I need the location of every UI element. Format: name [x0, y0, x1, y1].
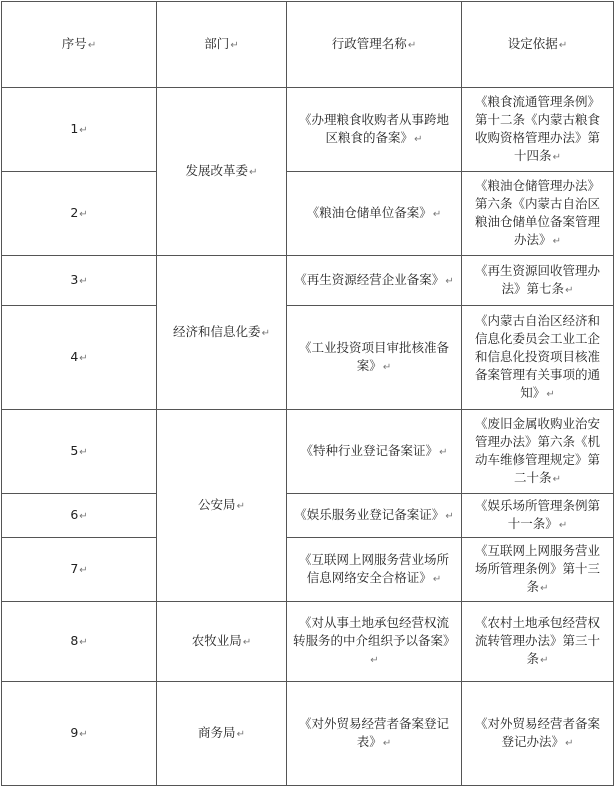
header-cell-name: 行政管理名称↵ [287, 2, 462, 88]
admin-name-cell: 《对外贸易经营者备案登记表》↵ [287, 682, 462, 786]
department-cell: 公安局↵ [157, 410, 287, 602]
header-cell-basis: 设定依据↵ [462, 2, 614, 88]
table-row [2, 682, 614, 786]
table-row [2, 172, 614, 256]
table-row [2, 306, 614, 410]
legal-basis-cell: 《再生资源回收管理办法》第七条↵ [462, 256, 614, 306]
table-row [2, 602, 614, 682]
admin-name-cell: 《粮油仓储单位备案》↵ [287, 172, 462, 256]
row-number-cell: 4↵ [2, 306, 157, 410]
admin-name-cell: 《再生资源经营企业备案》↵ [287, 256, 462, 306]
legal-basis-cell: 《粮油仓储管理办法》第六条《内蒙古自治区粮油仓储单位备案管理办法》↵ [462, 172, 614, 256]
department-cell: 商务局↵ [157, 682, 287, 786]
legal-basis-cell: 《内蒙古自治区经济和信息化委员会工业工企和信息化投资项目核准备案管理有关事项的通知》↵ [462, 306, 614, 410]
admin-management-table [1, 1, 614, 786]
legal-basis-cell: 《互联网上网服务营业场所管理条例》第十三条↵ [462, 538, 614, 602]
table-row [2, 256, 614, 306]
admin-name-cell: 《特种行业登记备案证》↵ [287, 410, 462, 494]
header-cell-no: 序号↵ [2, 2, 157, 88]
row-number-cell: 1↵ [2, 88, 157, 172]
legal-basis-cell: 《娱乐场所管理条例第十一条》↵ [462, 494, 614, 538]
table-row [2, 410, 614, 494]
admin-name-cell: 《对从事土地承包经营权流转服务的中介组织予以备案》↵ [287, 602, 462, 682]
header-row [2, 2, 614, 88]
table-row [2, 538, 614, 602]
row-number-cell: 7↵ [2, 538, 157, 602]
legal-basis-cell: 《对外贸易经营者备案登记办法》↵ [462, 682, 614, 786]
admin-name-cell: 《办理粮食收购者从事跨地区粮食的备案》↵ [287, 88, 462, 172]
row-number-cell: 2↵ [2, 172, 157, 256]
row-number-cell: 5↵ [2, 410, 157, 494]
department-cell: 经济和信息化委↵ [157, 256, 287, 410]
row-number-cell: 8↵ [2, 602, 157, 682]
header-cell-dept: 部门↵ [157, 2, 287, 88]
department-cell: 农牧业局↵ [157, 602, 287, 682]
department-cell: 发展改革委↵ [157, 88, 287, 256]
table-row [2, 494, 614, 538]
legal-basis-cell: 《农村土地承包经营权流转管理办法》第三十条↵ [462, 602, 614, 682]
admin-name-cell: 《互联网上网服务营业场所信息网络安全合格证》↵ [287, 538, 462, 602]
row-number-cell: 6↵ [2, 494, 157, 538]
row-number-cell: 9↵ [2, 682, 157, 786]
legal-basis-cell: 《粮食流通管理条例》第十二条《内蒙古粮食收购资格管理办法》第十四条↵ [462, 88, 614, 172]
row-number-cell: 3↵ [2, 256, 157, 306]
table-row [2, 88, 614, 172]
legal-basis-cell: 《废旧金属收购业治安管理办法》第六条《机动车维修管理规定》第二十条↵ [462, 410, 614, 494]
admin-name-cell: 《娱乐服务业登记备案证》↵ [287, 494, 462, 538]
admin-name-cell: 《工业投资项目审批核准备案》↵ [287, 306, 462, 410]
